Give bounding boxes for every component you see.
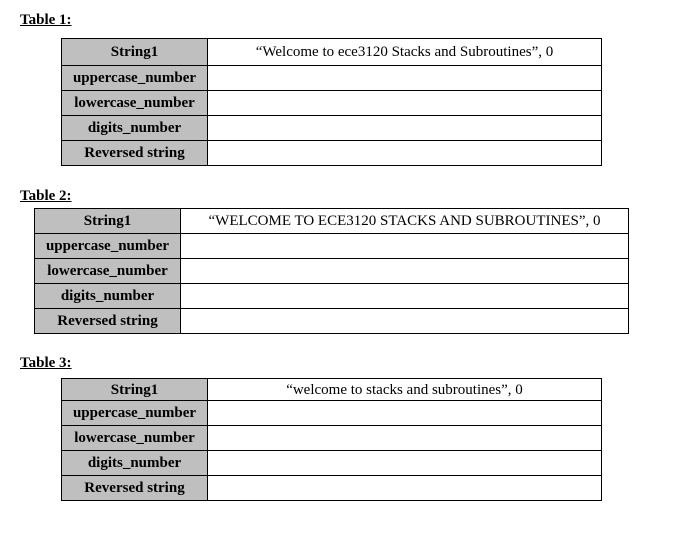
row-value [208, 401, 602, 426]
table-3-caption: Table 3: [20, 355, 72, 371]
table-row [62, 39, 602, 66]
row-label: lowercase_number [62, 426, 208, 451]
table-row [62, 451, 602, 476]
row-value [208, 141, 602, 166]
row-value [208, 116, 602, 141]
row-value [208, 91, 602, 116]
row-label: lowercase_number [62, 91, 208, 116]
table-row [62, 141, 602, 166]
row-label: String1 [35, 209, 181, 234]
row-label: uppercase_number [62, 401, 208, 426]
row-value [181, 259, 629, 284]
row-label: Reversed string [62, 476, 208, 501]
row-value: “WELCOME TO ECE3120 STACKS AND SUBROUTINES”, 0 [181, 209, 629, 234]
row-value [181, 309, 629, 334]
row-value [208, 66, 602, 91]
table-1 [61, 38, 602, 166]
row-label: lowercase_number [35, 259, 181, 284]
table-3 [61, 378, 602, 501]
row-label: digits_number [62, 451, 208, 476]
row-label: uppercase_number [35, 234, 181, 259]
row-value [181, 284, 629, 309]
row-label: Reversed string [62, 141, 208, 166]
row-value: “Welcome to ece3120 Stacks and Subroutines”, 0 [208, 39, 602, 66]
row-label: uppercase_number [62, 66, 208, 91]
table-row [35, 209, 629, 234]
row-label: digits_number [62, 116, 208, 141]
table-row [35, 284, 629, 309]
row-value [181, 234, 629, 259]
table-2 [34, 208, 629, 334]
row-value: “welcome to stacks and subroutines”, 0 [208, 379, 602, 401]
row-label: String1 [62, 39, 208, 66]
row-value [208, 451, 602, 476]
row-value [208, 476, 602, 501]
row-value [208, 426, 602, 451]
table-row [62, 426, 602, 451]
table-row [62, 116, 602, 141]
table-row [62, 66, 602, 91]
table-row [62, 91, 602, 116]
row-label: Reversed string [35, 309, 181, 334]
table-row [62, 379, 602, 401]
table-row [62, 476, 602, 501]
table-row [35, 234, 629, 259]
table-row [35, 309, 629, 334]
row-label: digits_number [35, 284, 181, 309]
table-1-caption: Table 1: [20, 12, 72, 28]
row-label: String1 [62, 379, 208, 401]
table-2-caption: Table 2: [20, 188, 72, 204]
table-row [62, 401, 602, 426]
table-row [35, 259, 629, 284]
